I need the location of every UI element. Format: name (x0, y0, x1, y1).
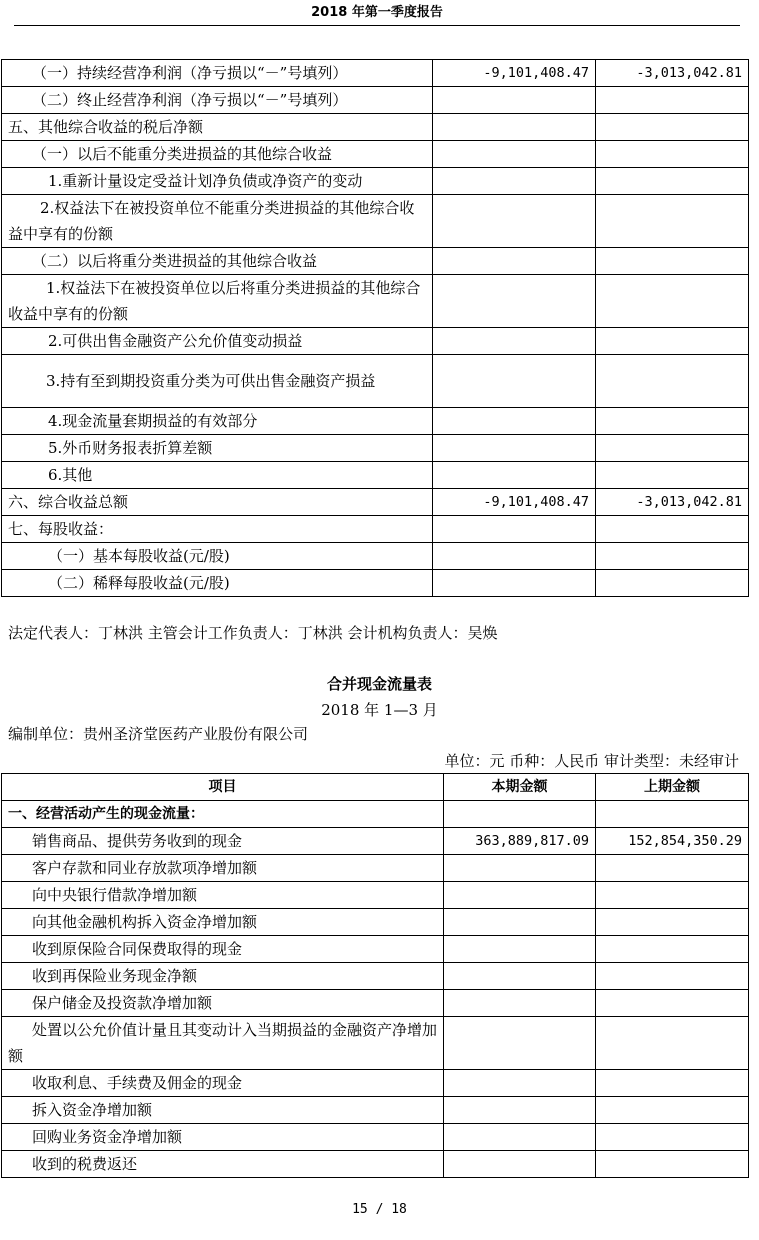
income-statement-table (1, 59, 749, 597)
current-amount (444, 882, 596, 909)
cashflow-title: 合并现金流量表 (326, 675, 432, 693)
current-amount (433, 408, 596, 435)
header-current: 本期金额 (444, 774, 596, 801)
current-amount: 363,889,817.09 (444, 828, 596, 855)
table-row (2, 114, 749, 141)
row-label: 收取利息、手续费及佣金的现金 (2, 1070, 444, 1097)
table-row (2, 570, 749, 597)
table-row (2, 963, 749, 990)
prior-amount (596, 543, 749, 570)
prior-amount (596, 909, 749, 936)
prior-amount (596, 516, 749, 543)
row-label: 向中央银行借款净增加额 (2, 882, 444, 909)
current-amount (433, 328, 596, 355)
table-row (2, 1124, 749, 1151)
prior-amount (596, 248, 749, 275)
current-amount (444, 1151, 596, 1178)
prior-amount (596, 1017, 749, 1070)
current-amount (444, 990, 596, 1017)
report-header: 2018 年第一季度报告 (14, 4, 740, 26)
signature-line: 法定代表人：丁林洪 主管会计工作负责人：丁林洪 会计机构负责人：吴焕 (8, 624, 498, 642)
prior-amount (596, 195, 749, 248)
cashflow-period: 2018 年 1—3 月 (321, 701, 438, 719)
row-label: 6.其他 (2, 462, 433, 489)
current-amount (433, 570, 596, 597)
row-label: 收到再保险业务现金净额 (2, 963, 444, 990)
table-row (2, 87, 749, 114)
row-label: （一）以后不能重分类进损益的其他综合收益 (2, 141, 433, 168)
prior-amount (596, 1124, 749, 1151)
prior-amount (596, 328, 749, 355)
current-amount (444, 1017, 596, 1070)
table-row (2, 1017, 749, 1070)
current-amount (433, 195, 596, 248)
row-label: 处置以公允价值计量且其变动计入当期损益的金融资产净增加额 (2, 1017, 444, 1070)
row-label: 收到原保险合同保费取得的现金 (2, 936, 444, 963)
current-amount (433, 516, 596, 543)
prior-amount (596, 990, 749, 1017)
prior-amount (596, 408, 749, 435)
row-label: 回购业务资金净增加额 (2, 1124, 444, 1151)
current-amount: -9,101,408.47 (433, 489, 596, 516)
table-row (2, 1097, 749, 1124)
prior-amount: 152,854,350.29 (596, 828, 749, 855)
table-row (2, 248, 749, 275)
table-row (2, 195, 749, 248)
row-label: 五、其他综合收益的税后净额 (2, 114, 433, 141)
current-amount (433, 355, 596, 408)
page-number: 15 / 18 (352, 1202, 407, 1217)
prior-amount: -3,013,042.81 (596, 60, 749, 87)
row-label: （二）以后将重分类进损益的其他综合收益 (2, 248, 433, 275)
current-amount (444, 909, 596, 936)
table-row (2, 168, 749, 195)
prior-amount (596, 462, 749, 489)
row-label: 保户储金及投资款净增加额 (2, 990, 444, 1017)
table-row (2, 909, 749, 936)
prior-amount (596, 882, 749, 909)
current-amount (444, 855, 596, 882)
row-label: 1.重新计量设定受益计划净负债或净资产的变动 (2, 168, 433, 195)
current-amount (433, 248, 596, 275)
row-label: 六、综合收益总额 (2, 489, 433, 516)
row-label: （一）基本每股收益(元/股) (2, 543, 433, 570)
currency-audit-line: 单位：元 币种：人民币 审计类型：未经审计 (444, 752, 739, 770)
prior-amount (596, 801, 749, 828)
table-row (2, 882, 749, 909)
table-row (2, 1070, 749, 1097)
table-row (2, 275, 749, 328)
prior-amount (596, 936, 749, 963)
table-row (2, 516, 749, 543)
current-amount (444, 936, 596, 963)
table-row (2, 990, 749, 1017)
row-label: 销售商品、提供劳务收到的现金 (2, 828, 444, 855)
row-label: 1.权益法下在被投资单位以后将重分类进损益的其他综合收益中享有的份额 (2, 275, 433, 328)
row-label: 七、每股收益： (2, 516, 433, 543)
prior-amount (596, 1097, 749, 1124)
table-header-row (2, 774, 749, 801)
row-label: （二）终止经营净利润（净亏损以“－”号填列） (2, 87, 433, 114)
current-amount (433, 275, 596, 328)
current-amount (433, 462, 596, 489)
cashflow-table (1, 773, 749, 1178)
prior-amount (596, 355, 749, 408)
header-item: 项目 (2, 774, 444, 801)
table-row (2, 408, 749, 435)
row-label: 客户存款和同业存放款项净增加额 (2, 855, 444, 882)
table-row (2, 828, 749, 855)
table-row (2, 355, 749, 408)
current-amount (433, 87, 596, 114)
current-amount (444, 1097, 596, 1124)
row-label: 2.权益法下在被投资单位不能重分类进损益的其他综合收益中享有的份额 (2, 195, 433, 248)
row-label: 5.外币财务报表折算差额 (2, 435, 433, 462)
row-label: 向其他金融机构拆入资金净增加额 (2, 909, 444, 936)
prior-amount (596, 275, 749, 328)
prior-amount (596, 168, 749, 195)
row-label: （二）稀释每股收益(元/股) (2, 570, 433, 597)
current-amount (444, 1124, 596, 1151)
prior-amount: -3,013,042.81 (596, 489, 749, 516)
row-label: 拆入资金净增加额 (2, 1097, 444, 1124)
current-amount (433, 114, 596, 141)
prior-amount (596, 570, 749, 597)
table-row (2, 855, 749, 882)
table-row (2, 60, 749, 87)
table-row (2, 543, 749, 570)
row-label: 4.现金流量套期损益的有效部分 (2, 408, 433, 435)
prior-amount (596, 141, 749, 168)
header-prior: 上期金额 (596, 774, 749, 801)
current-amount (433, 543, 596, 570)
preparer-line: 编制单位：贵州圣济堂医药产业股份有限公司 (8, 725, 309, 743)
table-row (2, 801, 749, 828)
table-row (2, 462, 749, 489)
current-amount (433, 141, 596, 168)
table-row (2, 141, 749, 168)
current-amount: -9,101,408.47 (433, 60, 596, 87)
current-amount (433, 168, 596, 195)
prior-amount (596, 87, 749, 114)
prior-amount (596, 855, 749, 882)
row-label: 一、经营活动产生的现金流量： (2, 801, 444, 828)
row-label: 2.可供出售金融资产公允价值变动损益 (2, 328, 433, 355)
table-row (2, 1151, 749, 1178)
current-amount (444, 963, 596, 990)
table-row (2, 328, 749, 355)
prior-amount (596, 1070, 749, 1097)
current-amount (444, 1070, 596, 1097)
prior-amount (596, 114, 749, 141)
current-amount (444, 801, 596, 828)
row-label: 3.持有至到期投资重分类为可供出售金融资产损益 (2, 355, 433, 408)
table-row (2, 489, 749, 516)
table-row (2, 936, 749, 963)
table-row (2, 435, 749, 462)
current-amount (433, 435, 596, 462)
row-label: （一）持续经营净利润（净亏损以“－”号填列） (2, 60, 433, 87)
prior-amount (596, 963, 749, 990)
prior-amount (596, 1151, 749, 1178)
prior-amount (596, 435, 749, 462)
row-label: 收到的税费返还 (2, 1151, 444, 1178)
